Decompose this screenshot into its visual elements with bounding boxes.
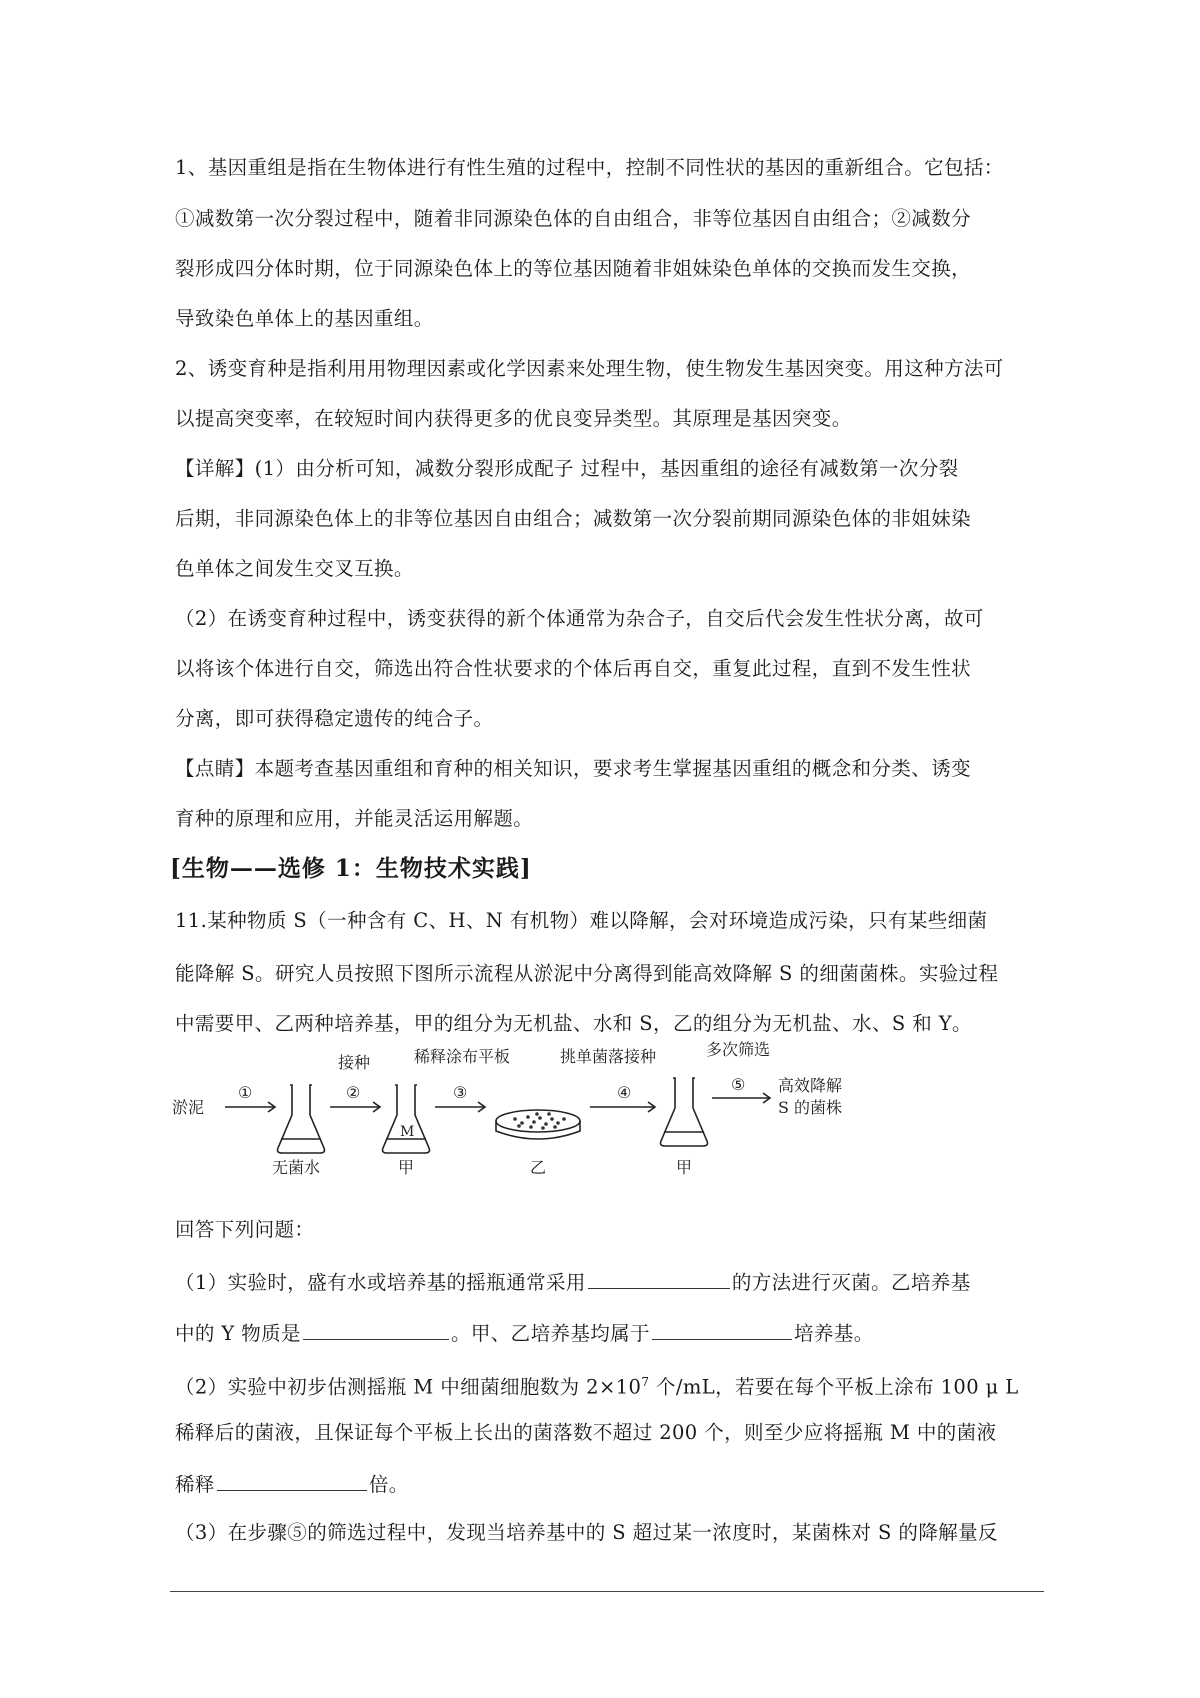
answer-blank[interactable] — [588, 1266, 730, 1289]
text-line: 1、基因重组是指在生物体进行有性生殖的过程中，控制不同性状的基因的重新组合。它包括： — [175, 156, 1004, 179]
step-label: 挑单菌落接种 — [560, 1047, 657, 1066]
q2-line-1: （2）实验中初步估测摇瓶 M 中细菌细胞数为 $2\times 10^7$ 个/mL，若要在每个平板上涂布 100 μ L — [175, 1375, 1019, 1399]
diagram-start-label: 淤泥 — [172, 1098, 205, 1117]
container-label: 无菌水 — [272, 1158, 321, 1175]
question-line: 中需要甲、乙两种培养基，甲的组分为无机盐、水和 S，乙的组分为无机盐、水、S 和 Y。 — [175, 1012, 972, 1035]
text-line: 【详解】(1）由分析可知，减数分裂形成配子 过程中，基因重组的途径有减数第一次分裂 — [175, 457, 959, 480]
text-line: 色单体之间发生交叉互换。 — [175, 557, 414, 580]
text-line: 导致染色单体上的基因重组。 — [175, 307, 434, 330]
end-label-line1: 高效降解 — [778, 1076, 843, 1095]
text-line: 【点睛】本题考查基因重组和育种的相关知识，要求考生掌握基因重组的概念和分类、诱变 — [175, 757, 972, 780]
text-line: （2）在诱变育种过程中，诱变获得的新个体通常为杂合子，自交后代会发生性状分离，故可 — [175, 607, 984, 630]
answer-blank[interactable] — [303, 1317, 449, 1340]
container-label: 甲 — [398, 1158, 415, 1175]
flask-icon — [278, 1085, 325, 1153]
q1-line-2: 中的 Y 物质是 。甲、乙培养基均属于 培养基。 — [175, 1317, 1055, 1349]
q2-line-3: 稀释 倍。 — [175, 1468, 1055, 1500]
step-number: ① — [238, 1083, 253, 1102]
footer-divider — [170, 1591, 1044, 1592]
step-number: ② — [346, 1083, 361, 1102]
container-label: 甲 — [676, 1158, 693, 1175]
text-line: ①减数第一次分裂过程中，随着非同源染色体的自由组合，非等位基因自由组合；②减数分 — [175, 207, 972, 230]
text-line: 育种的原理和应用，并能灵活运用解题。 — [175, 807, 534, 830]
step-number: ④ — [617, 1083, 632, 1102]
q1-line-1: （1）实验时，盛有水或培养基的摇瓶通常采用 的方法进行灭菌。乙培养基 — [175, 1266, 1055, 1298]
colony-dots — [513, 1112, 566, 1130]
question-line: 能降解 S。研究人员按照下图所示流程从淤泥中分离得到能高效降解 S 的细菌菌株。实验过程 — [175, 962, 999, 985]
end-label-line2: S 的菌株 — [778, 1098, 843, 1117]
flask-icon — [383, 1085, 430, 1153]
text-line: 以提高突变率，在较短时间内获得更多的优良变异类型。其原理是基因突变。 — [175, 407, 852, 430]
answer-blank[interactable] — [217, 1468, 367, 1491]
container-label: 乙 — [530, 1158, 547, 1175]
step-label: 多次筛选 — [706, 1040, 771, 1059]
flow-diagram — [170, 1035, 870, 1175]
text-line: 分离，即可获得稳定遗传的纯合子。 — [175, 707, 494, 730]
q3-line-1: （3）在步骤⑤的筛选过程中，发现当培养基中的 S 超过某一浓度时，某菌株对 S 的降解量反 — [175, 1521, 998, 1544]
flask-m-label: M — [400, 1124, 415, 1140]
text-line: 后期，非同源染色体上的非等位基因自由组合；减数第一次分裂前期同源染色体的非姐妹染 — [175, 507, 972, 530]
step-number: ⑤ — [731, 1075, 746, 1094]
question-line: 11.某种物质 S（一种含有 C、H、N 有机物）难以降解，会对环境造成污染，只有某些细菌 — [175, 909, 988, 932]
flask-icon — [661, 1078, 708, 1146]
q2-line-2: 稀释后的菌液，且保证每个平板上长出的菌落数不超过 200 个，则至少应将摇瓶 M 中的菌液 — [175, 1421, 997, 1444]
answer-blank[interactable] — [652, 1317, 792, 1340]
text-line: 裂形成四分体时期，位于同源染色体上的等位基因随着非姐妹染色单体的交换而发生交换， — [175, 257, 972, 280]
step-label: 稀释涂布平板 — [414, 1047, 511, 1066]
section-title: [生物——选修 1：生物技术实践] — [170, 855, 532, 882]
text-line: 2、诱变育种是指利用用物理因素或化学因素来处理生物，使生物发生基因突变。用这种方法可 — [175, 357, 1004, 380]
step-number: ③ — [453, 1083, 468, 1102]
answer-intro: 回答下列问题： — [175, 1218, 315, 1241]
step-label: 接种 — [338, 1053, 371, 1072]
text-line: 以将该个体进行自交，筛选出符合性状要求的个体后再自交，重复此过程，直到不发生性状 — [175, 657, 972, 680]
